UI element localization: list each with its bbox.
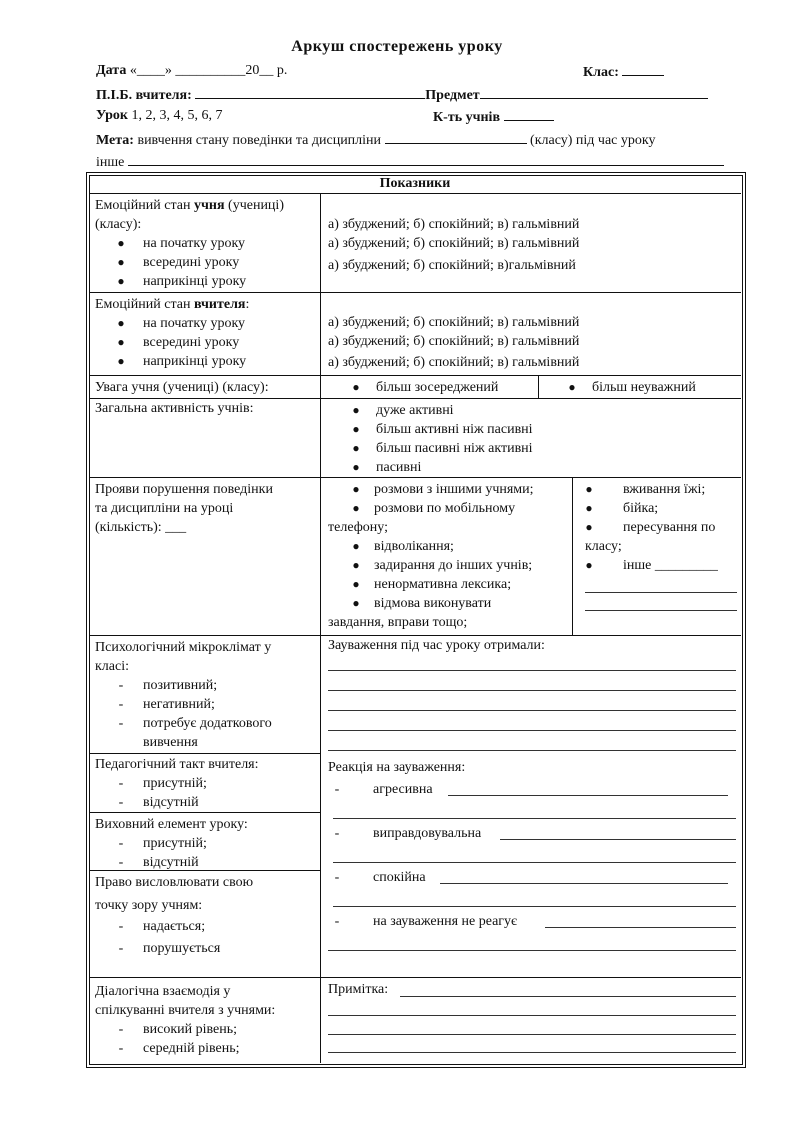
student-emotion-answer[interactable]: а) збуджений; б) спокійний; в) гальмівний bbox=[328, 236, 580, 251]
list-item[interactable]: ● ненормативна лексика; bbox=[352, 577, 512, 592]
goal-line bbox=[96, 131, 655, 149]
bullet-icon: ● bbox=[352, 558, 360, 572]
lesson-numbers: 1, 2, 3, 4, 5, 6, 7 bbox=[131, 108, 223, 123]
list-item-continuation[interactable]: класу; bbox=[585, 539, 622, 554]
students-line bbox=[433, 108, 554, 126]
student-emotion-title-post: (учениці) bbox=[224, 198, 284, 213]
table-divider bbox=[89, 398, 741, 399]
blank-line[interactable] bbox=[333, 818, 736, 819]
activity-option[interactable]: ● більш активні ніж пасивні bbox=[352, 422, 533, 437]
bullet-icon: ● bbox=[352, 441, 360, 455]
blank-line[interactable] bbox=[328, 1015, 736, 1016]
lesson-label: Урок bbox=[96, 108, 128, 123]
goal-class-field[interactable] bbox=[385, 131, 527, 144]
list-item[interactable]: ● відволікання; bbox=[352, 539, 454, 554]
table-divider bbox=[89, 292, 741, 293]
table-divider bbox=[89, 977, 741, 978]
blank-line[interactable] bbox=[328, 750, 736, 751]
list-item[interactable]: ● задирання до інших учнів; bbox=[352, 558, 533, 573]
list-item[interactable]: ● пересування по bbox=[585, 520, 716, 535]
other-label: інше bbox=[96, 155, 125, 170]
table-divider bbox=[89, 753, 321, 754]
list-item: - високий рівень; bbox=[118, 1022, 238, 1037]
opinion-title-line2: точку зору учням: bbox=[95, 898, 203, 913]
reaction-item: - виправдовувальна bbox=[334, 826, 482, 841]
attention-title: Увага учня (учениці) (класу): bbox=[95, 380, 269, 395]
bullet-icon: ● bbox=[352, 539, 360, 553]
teacher-line bbox=[96, 86, 708, 104]
tact-section: Педагогічний такт вчителя: - присутній; - відсутній bbox=[95, 757, 259, 810]
list-item: - негативний; bbox=[118, 697, 215, 712]
student-emotion-answer[interactable]: а) збуджений; б) спокійний; в) гальмівний bbox=[328, 217, 580, 232]
list-item[interactable]: ● відмова виконувати bbox=[352, 596, 492, 611]
class-label: Клас: bbox=[583, 65, 619, 80]
table-divider bbox=[89, 193, 741, 194]
list-item: ● всередині уроку bbox=[117, 335, 240, 350]
goal-text-1: вивчення стану поведінки та дисципліни bbox=[137, 133, 382, 148]
list-item: - відсутній bbox=[118, 855, 199, 870]
bullet-icon: ● bbox=[117, 335, 125, 349]
list-item: - присутній; bbox=[118, 836, 207, 851]
climate-section: Психологічний мікроклімат у класі: - позитивний; - негативний; - потребує додаткового вивчення bbox=[95, 640, 272, 750]
bullet-icon: ● bbox=[352, 482, 360, 496]
blank-line[interactable] bbox=[545, 927, 736, 928]
teacher-field[interactable] bbox=[195, 86, 425, 99]
blank-line[interactable] bbox=[400, 996, 736, 997]
teacher-emotion-title-bold: вчителя bbox=[193, 297, 246, 312]
bullet-icon: ● bbox=[585, 520, 593, 534]
table-divider bbox=[89, 375, 741, 376]
goal-label: Мета: bbox=[96, 133, 134, 148]
table-column-divider bbox=[320, 193, 321, 1063]
students-label: К-ть учнів bbox=[433, 110, 501, 125]
opinion-title-line1: Право висловлювати свою bbox=[95, 875, 254, 890]
list-item: - порушується bbox=[118, 941, 221, 956]
date-label: Дата bbox=[96, 63, 127, 78]
student-emotion-title-bold: учня bbox=[193, 198, 225, 213]
violations-title: Прояви порушення поведінки та дисципліни на уроці (кількість): ___ bbox=[95, 482, 273, 535]
remarks-title: Зауваження під час уроку отримали: bbox=[328, 638, 545, 653]
reaction-item: - агресивна bbox=[334, 782, 433, 797]
blank-line[interactable] bbox=[448, 795, 728, 796]
blank-line[interactable] bbox=[328, 710, 736, 711]
list-item-continuation[interactable]: завдання, вправи тощо; bbox=[328, 615, 468, 630]
bullet-icon: ● bbox=[352, 501, 360, 515]
list-item-continuation: вивчення bbox=[143, 735, 198, 750]
attention-option-focused[interactable]: ● більш зосереджений bbox=[352, 380, 499, 395]
reaction-title: Реакція на зауваження: bbox=[328, 760, 466, 775]
activity-option[interactable]: ● більш пасивні ніж активні bbox=[352, 441, 533, 456]
activity-title: Загальна активність учнів: bbox=[95, 401, 254, 416]
subject-field[interactable] bbox=[480, 86, 708, 99]
bullet-icon: ● bbox=[117, 354, 125, 368]
activity-option[interactable]: ● пасивні bbox=[352, 460, 422, 475]
list-item: - потребує додаткового bbox=[118, 716, 272, 731]
reaction-item: - спокійна bbox=[334, 870, 426, 885]
goal-text-2: (класу) під час уроку bbox=[530, 133, 656, 148]
table-header: Показники bbox=[379, 176, 451, 191]
other-field[interactable] bbox=[128, 153, 724, 166]
bullet-icon: ● bbox=[585, 501, 593, 515]
blank-line[interactable] bbox=[333, 862, 736, 863]
student-emotion-title-line2: (класу): bbox=[95, 217, 142, 232]
educational-section: Виховний елемент уроку: - присутній; - відсутній bbox=[95, 817, 248, 870]
list-item: - надається; bbox=[118, 919, 206, 934]
list-item: - середній рівень; bbox=[118, 1041, 240, 1056]
list-item: - присутній; bbox=[118, 776, 207, 791]
teacher-emotion-title-post: : bbox=[245, 297, 250, 312]
reaction-item: - на зауваження не реагує bbox=[334, 914, 518, 929]
table-column-divider bbox=[538, 375, 539, 398]
blank-line[interactable] bbox=[440, 883, 728, 884]
list-item: ● всередині уроку bbox=[117, 255, 240, 270]
class-line bbox=[583, 63, 664, 81]
bullet-icon: ● bbox=[352, 460, 360, 474]
blank-line[interactable] bbox=[328, 670, 736, 671]
teacher-emotion-title-pre: Емоційний стан bbox=[95, 297, 194, 312]
list-item: - позитивний; bbox=[118, 678, 218, 693]
date-field[interactable]: «____» __________20__ р. bbox=[129, 63, 288, 78]
bullet-icon: ● bbox=[352, 577, 360, 591]
violations-list bbox=[328, 480, 534, 632]
bullet-icon: ● bbox=[585, 558, 593, 572]
blank-line[interactable] bbox=[328, 1052, 736, 1053]
list-item[interactable]: ● вживання їжі; bbox=[585, 482, 706, 497]
attention-option-inattentive[interactable]: ● більш неуважний bbox=[568, 380, 696, 395]
blank-line[interactable] bbox=[500, 839, 736, 840]
page-title: Аркуш спостережень уроку bbox=[291, 38, 503, 55]
table-divider bbox=[89, 812, 321, 813]
student-emotion-section bbox=[95, 196, 284, 291]
list-item: ● на початку уроку bbox=[117, 236, 246, 251]
blank-line[interactable] bbox=[328, 950, 736, 951]
blank-line[interactable] bbox=[333, 906, 736, 907]
blank-line[interactable] bbox=[328, 730, 736, 731]
list-item: ● наприкінці уроку bbox=[117, 274, 247, 289]
bullet-icon: ● bbox=[117, 316, 125, 330]
blank-line[interactable] bbox=[328, 690, 736, 691]
activity-option[interactable]: ● дуже активні bbox=[352, 403, 454, 418]
note-title: Примітка: bbox=[328, 982, 389, 997]
activity-options bbox=[352, 401, 533, 477]
teacher-label: П.І.Б. вчителя: bbox=[96, 88, 192, 103]
violations-list-extra bbox=[585, 480, 718, 575]
bullet-icon: ● bbox=[352, 422, 360, 436]
list-item: ● на початку уроку bbox=[117, 316, 246, 331]
list-item[interactable]: ● розмови по мобільному bbox=[352, 501, 516, 516]
dialog-section: Діалогічна взаємодія у спілкуванні вчителя з учнями: - високий рівень; - середній рівень; bbox=[95, 984, 276, 1056]
teacher-emotion-answer[interactable]: а) збуджений; б) спокійний; в) гальмівний bbox=[328, 334, 580, 349]
list-item[interactable]: ● інше _________ bbox=[585, 558, 718, 573]
bullet-icon: ● bbox=[117, 255, 125, 269]
bullet-icon: ● bbox=[117, 274, 125, 288]
table-column-divider bbox=[572, 477, 573, 635]
bullet-icon: ● bbox=[352, 596, 360, 610]
bullet-icon: ● bbox=[585, 482, 593, 496]
bullet-icon: ● bbox=[352, 403, 360, 417]
blank-line[interactable] bbox=[585, 610, 737, 611]
bullet-icon: ● bbox=[568, 380, 576, 394]
subject-label: Предмет bbox=[425, 88, 480, 103]
date-line bbox=[96, 63, 287, 79]
other-line bbox=[96, 153, 724, 171]
bullet-icon: ● bbox=[352, 380, 360, 394]
list-item-continuation[interactable]: телефону; bbox=[328, 520, 388, 535]
list-item: ● наприкінці уроку bbox=[117, 354, 247, 369]
bullet-icon: ● bbox=[117, 236, 125, 250]
teacher-emotion-answer[interactable]: а) збуджений; б) спокійний; в) гальмівний bbox=[328, 355, 580, 370]
lesson-line bbox=[96, 108, 222, 124]
student-emotion-title-pre: Емоційний стан bbox=[95, 198, 194, 213]
students-field[interactable] bbox=[504, 108, 554, 121]
table-divider bbox=[89, 635, 741, 636]
table-divider bbox=[89, 477, 741, 478]
list-item: - відсутній bbox=[118, 795, 199, 810]
blank-line[interactable] bbox=[328, 1034, 736, 1035]
teacher-emotion-section bbox=[95, 295, 249, 371]
list-item[interactable]: ● розмови з іншими учнями; bbox=[352, 482, 534, 497]
teacher-emotion-answer[interactable]: а) збуджений; б) спокійний; в) гальмівний bbox=[328, 315, 580, 330]
list-item[interactable]: ● бійка; bbox=[585, 501, 659, 516]
blank-line[interactable] bbox=[585, 592, 737, 593]
class-field[interactable] bbox=[622, 63, 664, 76]
student-emotion-answer[interactable]: а) збуджений; б) спокійний; в)гальмівний bbox=[328, 258, 576, 273]
